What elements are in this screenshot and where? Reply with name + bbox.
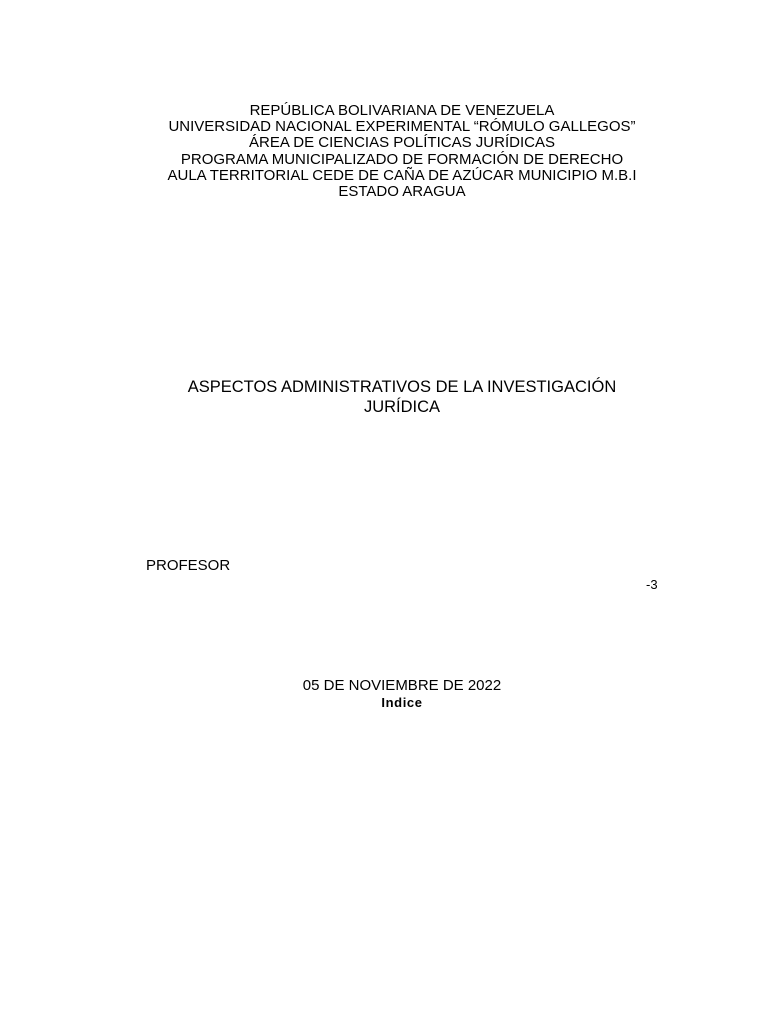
title-line-2: JURÍDICA <box>363 398 441 416</box>
document-date: 05 DE NOVIEMBRE DE 2022 <box>302 677 502 694</box>
header-line-area: ÁREA DE CIENCIAS POLÍTICAS JURÍDICAS <box>249 134 555 152</box>
document-title <box>0 377 768 417</box>
header-line-country: REPÚBLICA BOLIVARIANA DE VENEZUELA <box>249 102 555 119</box>
header-line-state: ESTADO ARAGUA <box>338 183 466 201</box>
header-line-university: UNIVERSIDAD NACIONAL EXPERIMENTAL “RÓMULO GALLEGOS” <box>168 118 636 136</box>
index-heading: Indice <box>381 695 423 710</box>
header-line-classroom: AULA TERRITORIAL CEDE DE CAÑA DE AZÚCAR MUNICIPIO M.B.I <box>167 166 637 184</box>
header-line-program: PROGRAMA MUNICIPALIZADO DE FORMACIÓN DE DERECHO <box>180 150 624 168</box>
title-line-1: ASPECTOS ADMINISTRATIVOS DE LA INVESTIGACIÓN <box>187 378 617 396</box>
professor-label: PROFESOR <box>146 557 231 574</box>
institution-header <box>0 103 768 200</box>
side-marker: -3 <box>646 577 658 592</box>
